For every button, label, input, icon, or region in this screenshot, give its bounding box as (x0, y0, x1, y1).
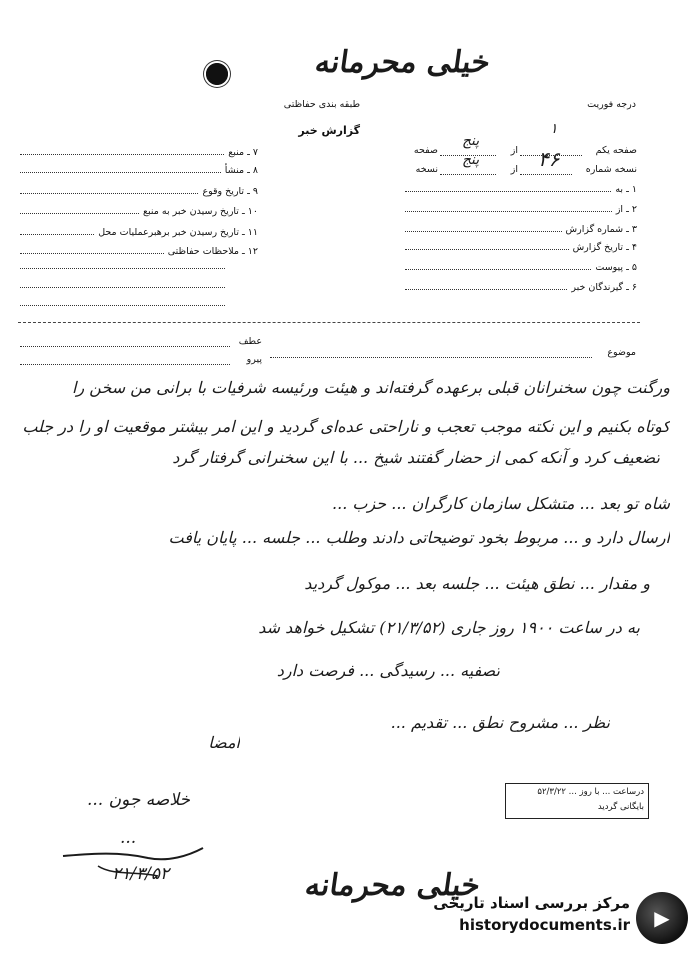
handwritten-line: تضعیف کرد و آنکه کمی از حضار گفتند شیخ ... با این سخنرانی گرفتار گرد (172, 448, 660, 467)
left-field-dots (20, 172, 221, 173)
right-field-label: به (615, 184, 624, 195)
left-field-label: ملاحظات حفاظتی (167, 246, 239, 257)
left-blank-dots (20, 287, 225, 288)
right-field-dots (405, 289, 567, 290)
right-field-2 (405, 204, 637, 215)
right-field-label: از (615, 204, 624, 215)
copy-unit: نسخه (415, 164, 438, 175)
left-field-10 (20, 206, 258, 217)
page-unit: صفحه (413, 145, 438, 156)
handwritten-line: نظر ... مشروح نطق ... تقدیم ... (390, 713, 610, 732)
watermark (420, 890, 690, 945)
page-hw-1: ۱ (550, 121, 558, 137)
page-from: از (510, 145, 518, 156)
left-field-number: ۱۲ ـ (241, 246, 258, 257)
right-field-label: تاریخ گزارش (572, 242, 624, 253)
left-field-11 (20, 227, 258, 238)
form-title: گزارش خبر (298, 124, 360, 137)
copy-prefix: نسخه شماره (585, 164, 637, 175)
left-field-12 (20, 246, 258, 257)
classification-title: خیلی محرمانه (312, 45, 493, 80)
summary-note: خلاصه جون ... (87, 790, 190, 810)
copy-dots-2 (440, 174, 496, 175)
watermark-url: historydocuments.ir (459, 916, 630, 934)
left-blank-dots (20, 305, 225, 306)
copy-from: از (510, 164, 518, 175)
watermark-title: مرکز بررسی اسناد تاریخی (433, 894, 630, 912)
right-field-5 (405, 262, 637, 273)
copy-dots-1 (520, 174, 572, 175)
page-prefix: صفحه یکم (595, 145, 637, 156)
ref-dots (20, 346, 230, 347)
subject-dots (270, 357, 592, 358)
right-field-number: ۱ ـ (626, 184, 637, 195)
left-field-dots (20, 253, 164, 254)
right-field-dots (405, 211, 612, 212)
archive-stamp-line-2: بایگانی گردید (597, 802, 644, 812)
left-field-number: ۸ ـ (247, 165, 258, 176)
right-field-dots (405, 249, 569, 250)
handwritten-line: تصفیه ... رسیدگی ... فرصت دارد (276, 661, 500, 680)
right-field-label: پیوست (595, 262, 624, 273)
right-field-label: گیرندگان خبر (571, 282, 624, 293)
right-field-3 (405, 224, 637, 235)
handwritten-line: ورگنت چون سخنرانان قبلی برعهده گرفته‌اند و هیئت ورئیسه شرفیات با برانی من سخن را (72, 378, 670, 397)
handwritten-line: شاه تو بعد ... متشکل سازمان کارگران ... حزب ... (332, 494, 670, 513)
left-field-dots (20, 213, 139, 214)
right-field-dots (405, 191, 611, 192)
right-field-1 (405, 184, 637, 195)
left-field-label: تاریخ وقوع (202, 186, 245, 197)
right-field-6 (405, 282, 637, 293)
left-field-9 (20, 186, 258, 197)
left-field-label: تاریخ رسیدن خبر به منبع (143, 206, 239, 217)
archive-stamp-line-1: درساعت ... با روز ... ۵۲/۳/۲۲ (537, 787, 644, 797)
handwritten-line: و مقدار ... نطق هیئت ... جلسه بعد ... موکول گردید (304, 574, 650, 593)
copy-hw-1: ۴۶ (538, 147, 560, 171)
handwritten-line: امضا (208, 733, 240, 752)
left-field-dots (20, 154, 224, 155)
left-field-label: منبع (228, 147, 245, 158)
right-field-label: شماره گزارش (565, 224, 624, 235)
right-field-4 (405, 242, 637, 253)
handwritten-line: کوتاه بکنیم و این نکته موجب تعجب و ناراحتی عده‌ای گردید و این امر بیشتر موقعیت او را در جلب (22, 417, 670, 436)
left-field-label: تاریخ رسیدن خبر برهبر‌عملیات محل (98, 227, 239, 238)
date-note: ۲۱/۳/۵۲ (112, 864, 170, 884)
right-field-number: ۴ ـ (626, 242, 637, 253)
left-field-label: منشأ (224, 165, 245, 176)
section-divider-top (18, 322, 640, 323)
right-field-number: ۵ ـ (626, 262, 637, 273)
left-field-8 (20, 165, 258, 176)
handwritten-line: ارسال دارد و ... مربوط بخود توضیحاتی دادند وطلب ... جلسه ... پایان یافت (168, 528, 670, 547)
left-field-number: ۱۰ ـ (241, 206, 258, 217)
left-field-dots (20, 193, 198, 194)
right-field-dots (405, 231, 562, 232)
left-field-7 (20, 147, 258, 158)
subject-label: موضوع (607, 347, 636, 358)
right-field-dots (405, 269, 591, 270)
ref-label: عطف (238, 336, 262, 347)
footer-classification: خیلی محرمانه (302, 868, 483, 903)
right-field-number: ۳ ـ (626, 224, 637, 235)
classification-dot-icon (206, 63, 228, 85)
right-field-number: ۲ ـ (626, 204, 637, 215)
handwritten-line: به در ساعت ۱۹۰۰ روز جاری (۲۱/۳/۵۲) تشکیل خواهد شد (258, 618, 640, 637)
archive-stamp (505, 783, 649, 819)
left-field-dots (20, 234, 94, 235)
org-label: طبقه بندی حفاظتی (283, 99, 360, 110)
left-field-number: ۹ ـ (247, 186, 258, 197)
priority-label: درجه فوریت (587, 99, 636, 110)
right-field-number: ۶ ـ (626, 282, 637, 293)
follow-label: پیرو (246, 354, 262, 365)
archive-logo-icon: ▶ (636, 892, 688, 944)
follow-dots (20, 364, 230, 365)
sig-note: ... (120, 828, 137, 848)
left-blank-dots (20, 268, 225, 269)
copy-hw-2: پنج (462, 152, 480, 168)
page-hw-2: پنج (462, 133, 480, 149)
left-field-number: ۱۱ ـ (241, 227, 258, 238)
left-field-number: ۷ ـ (247, 147, 258, 158)
